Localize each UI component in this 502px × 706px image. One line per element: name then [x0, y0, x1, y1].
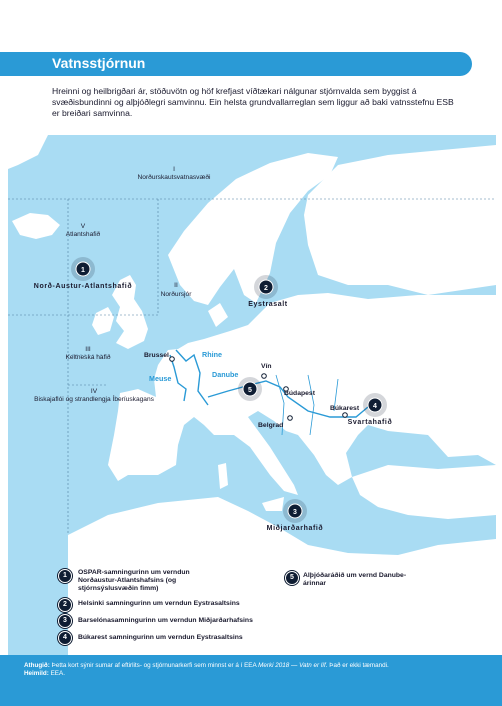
legend-text-4: Búkarest samningurinn um verndun Eystrasaltsins — [78, 634, 243, 641]
legend-text-3: Barselónasamningurinn um verndun Miðjarðarhafsins — [78, 617, 253, 624]
city-brussel-dot — [170, 357, 175, 362]
river-label-danube: Danube — [212, 370, 239, 379]
svg-text:4: 4 — [373, 403, 377, 410]
marker-1-label: Norð-Austur-Atlantshafið — [33, 283, 133, 290]
intro-paragraph: Hreinni og heilbrigðari ár, stöðuvötn og höf krefjast víðtækari nálgunar stjórnvalda sem byggist á svæðisbundinni og alþjóðlegri samvinnu. Ein helsta grundvallarreglan sem liggur að baki vatnsstefnu ESB er breiðari samvinna. — [52, 86, 454, 118]
city-vin-dot — [262, 374, 267, 379]
city-bukarest-dot — [343, 413, 348, 418]
page-title: Vatnsstjórnun — [52, 55, 146, 71]
region-roman-1: I — [173, 166, 175, 173]
legend-badge-4: 4 — [58, 631, 72, 645]
city-label-brussel: Brussel — [144, 352, 169, 359]
legend-text-2: Helsinki samningurinn um verndun Eystrasaltsins — [78, 600, 240, 607]
region-roman-2: II — [174, 282, 178, 289]
legend-text-1: OSPAR-samningurinn um verndun Norðaustur-Atlantshafsins (og stjórnsýslusvæðin fimm) — [78, 569, 190, 592]
city-label-belgrad: Belgrad — [258, 422, 284, 429]
footer-note-label: Athugið: — [24, 662, 50, 669]
footer-source-label: Heimild: — [24, 670, 49, 677]
legend-badge-2: 2 — [58, 598, 72, 612]
river-label-rhine: Rhine — [202, 350, 222, 359]
svg-text:3: 3 — [293, 509, 297, 516]
svg-text:1: 1 — [81, 267, 85, 274]
region-name-5: Atlantshafið — [65, 231, 101, 238]
footer-note-italic: Merki 2018 — Vatn er líf. — [258, 662, 328, 669]
legend-badge-5: 5 — [285, 571, 299, 585]
footer-note-text: Þetta kort sýnir sumar af eftirlits- og stjórnunarkerfi sem minnst er á í EEA — [51, 662, 257, 669]
region-name-4: Biskajaflói og strandlengja Íberíuskagans — [34, 396, 154, 403]
marker-3-label: Miðjarðarhafið — [266, 525, 324, 532]
footer-source-text: EEA. — [50, 670, 65, 677]
legend-text-5: Alþjóðaráðið um vernd Danube-árinnar — [303, 572, 407, 587]
region-roman-5: V — [80, 223, 86, 230]
legend-badge-1: 1 — [58, 569, 72, 583]
svg-text:5: 5 — [248, 387, 252, 394]
region-name-1: Norðurskautsvatnasvæði — [137, 174, 211, 181]
marker-2-label: Eystrasalt — [248, 301, 288, 308]
svg-text:2: 2 — [264, 285, 268, 292]
footer-source — [24, 670, 65, 677]
marker-5 — [238, 377, 262, 401]
footer-note — [24, 661, 484, 670]
city-label-budapest: Búdapest — [284, 390, 315, 397]
footer-note-end: Það er ekki tæmandi. — [329, 662, 389, 669]
marker-4-label: Svartahafið — [347, 419, 393, 426]
region-roman-4: IV — [90, 388, 98, 395]
city-label-vin: Vín — [261, 363, 272, 370]
city-label-bukarest: Búkarest — [330, 405, 360, 412]
region-roman-3: III — [85, 346, 91, 353]
region-name-2: Norðursjór — [160, 291, 192, 298]
legend-badge-3: 3 — [58, 614, 72, 628]
river-label-meuse: Meuse — [149, 374, 172, 383]
city-belgrad-dot — [288, 416, 293, 421]
region-name-3: Keltneska hafið — [65, 354, 111, 361]
